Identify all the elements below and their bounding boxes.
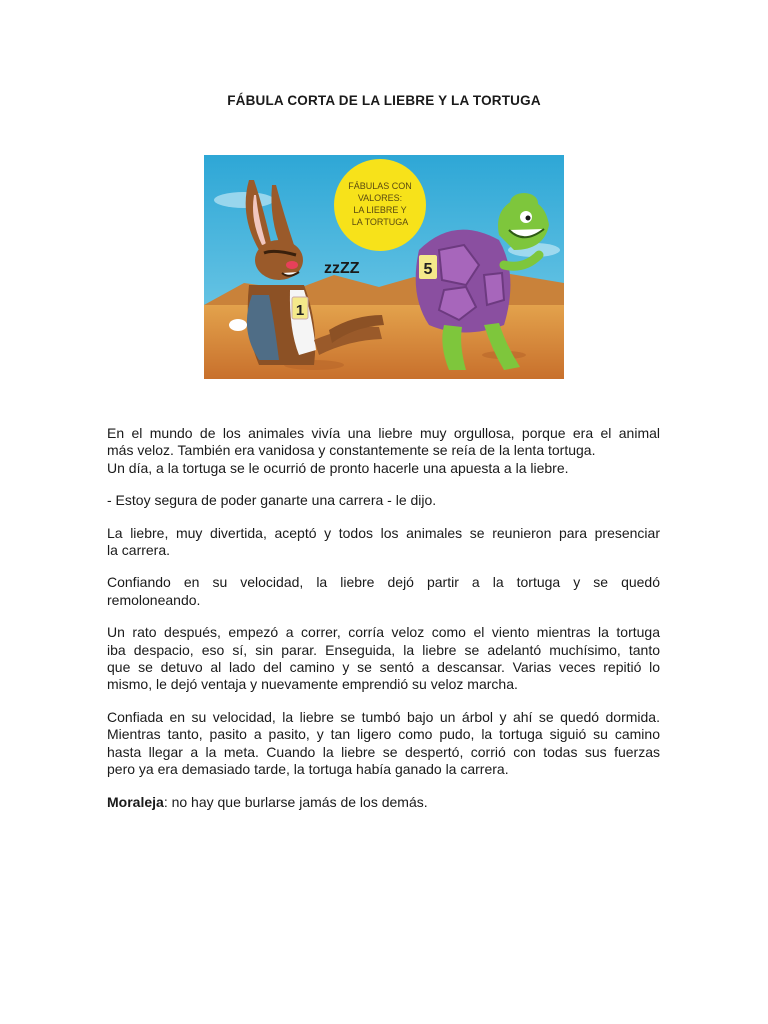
text-line: Mientras tanto, pasito a pasito, y tan ligero como pudo, la tortuga siguió su camino <box>107 726 660 743</box>
paragraph <box>107 624 660 694</box>
paragraph <box>107 574 660 609</box>
text-line: - Estoy segura de poder ganarte una carrera - le dijo. <box>107 492 437 509</box>
fable-illustration <box>204 155 564 379</box>
paragraph <box>107 709 660 779</box>
badge-line: VALORES: <box>357 193 403 203</box>
cloud <box>214 192 274 208</box>
text-line: hasta llegar a la meta. Cuando la liebre se despertó, corrió con todas sus fuerzas <box>107 743 660 760</box>
text-line: En el mundo de los animales vivía una liebre muy orgullosa, porque era el animal <box>107 425 660 441</box>
moral-text: : no hay que burlarse jamás de los demás. <box>163 793 428 810</box>
shell-plate <box>484 273 504 305</box>
text-line: iba despacio, eso sí, sin parar. Enseguida, la liebre se adelantó muchísimo, tanto <box>107 641 660 658</box>
text-line: La liebre, muy divertida, aceptó y todos los animales se reunieron para presenciar <box>107 524 660 541</box>
badge-line: LA LIEBRE Y <box>353 205 407 215</box>
badge-line: LA TORTUGA <box>351 217 409 227</box>
text-line: Un día, a la tortuga se le ocurrió de pronto hacerle una apuesta a la liebre. <box>107 459 569 476</box>
hare-and-tortoise-illustration <box>204 155 564 379</box>
text-line: pero ya era demasiado tarde, la tortuga había ganado la carrera. <box>107 761 509 778</box>
text-line: que se detuvo al lado del camino y se sentó a descansar. Varias veces repitió lo <box>107 659 660 676</box>
document-title: FÁBULA CORTA DE LA LIEBRE Y LA TORTUGA <box>227 93 541 108</box>
tortoise-bib-number: 5 <box>423 261 433 278</box>
snore-text: zzZZ <box>324 260 360 277</box>
paragraph <box>107 525 660 560</box>
text-line: remoloneando. <box>107 591 201 608</box>
paragraph <box>107 425 660 477</box>
hare-nose <box>286 261 298 269</box>
paragraph <box>107 492 660 509</box>
text-line: Confiada en su velocidad, la liebre se tumbó bajo un árbol y ahí se quedó dormida. <box>107 708 660 725</box>
moral-label: Moraleja <box>107 793 164 810</box>
tortoise-pupil <box>526 216 531 221</box>
moral-paragraph <box>107 794 660 811</box>
hare-bib-number: 1 <box>295 302 305 319</box>
fable-text <box>107 425 660 826</box>
text-line: mismo, le dejó ventaja y nuevamente emprendió su veloz marcha. <box>107 676 518 693</box>
text-line: la carrera. <box>107 542 171 559</box>
tortoise-head-top <box>510 193 538 213</box>
text-line: más veloz. También era vanidosa y constantemente se reía de la lenta tortuga. <box>107 442 596 459</box>
hare-paw <box>229 319 247 331</box>
text-line: Un rato después, empezó a correr, corría veloz como el viento mientras la tortuga <box>107 624 660 641</box>
text-line: Confiando en su velocidad, la liebre dejó partir a la tortuga y se quedó <box>107 574 660 591</box>
badge-line: FÁBULAS CON <box>348 181 412 191</box>
